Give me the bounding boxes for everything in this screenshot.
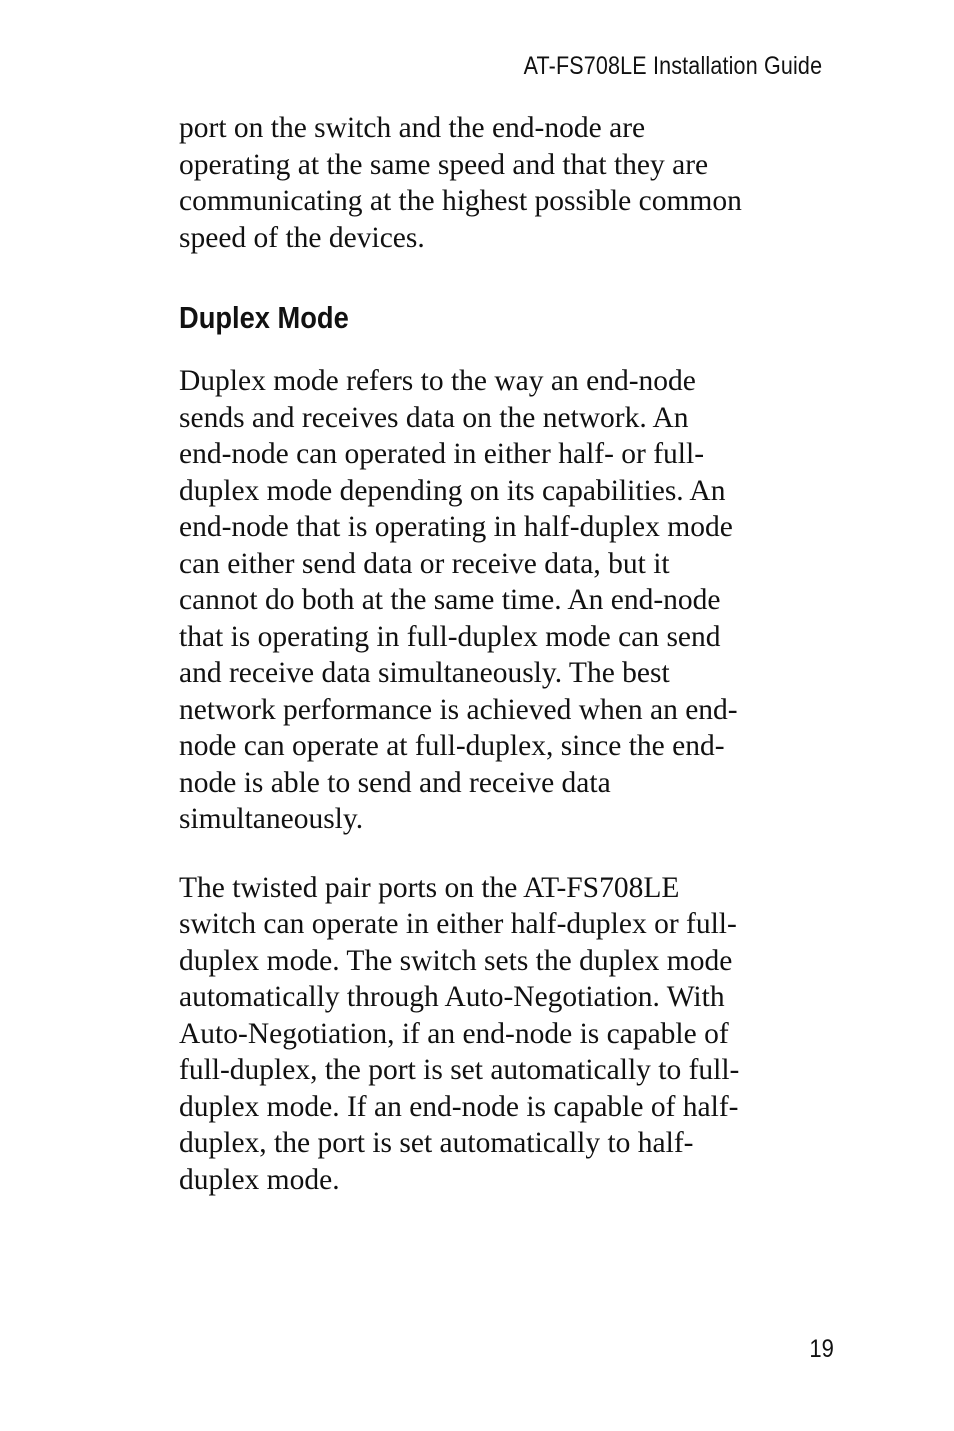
text-line: Auto-Negotiation, if an end-node is capable of [179,1017,729,1050]
text-line: and receive data simultaneously. The best [179,657,670,689]
text-line: network performance is achieved when an end- [179,693,738,726]
text-line: duplex mode depending on its capabilities. An [179,474,726,507]
text-line: cannot do both at the same time. An end-node [179,584,721,616]
text-line: full-duplex, the port is set automatically to full- [179,1054,740,1086]
text-line: node is able to send and receive data [179,766,611,799]
text-line: duplex mode. If an end-node is capable of half- [179,1090,739,1123]
text-line: that is operating in full-duplex mode can send [179,620,721,653]
text-line: operating at the same speed and that they are [179,148,709,181]
duplex-paragraph-1 [179,363,859,838]
text-line: duplex mode. The switch sets the duplex mode [179,944,733,977]
text-line: can either send data or receive data, but it [179,547,670,580]
text-line: end-node that is operating in half-duplex mode [179,511,733,543]
text-line: sends and receives data on the network. An [179,401,689,434]
duplex-paragraph-2 [179,870,859,1199]
running-header: AT-FS708LE Installation Guide [523,52,822,80]
text-line: simultaneously. [179,803,364,835]
text-line: Duplex mode refers to the way an end-node [179,365,696,397]
text-line: speed of the devices. [179,221,425,254]
text-line: switch can operate in either half-duplex or full- [179,908,737,940]
intro-paragraph [179,110,859,256]
text-line: duplex, the port is set automatically to half- [179,1127,694,1159]
text-line: duplex mode. [179,1163,340,1196]
text-line: end-node can operated in either half- or full- [179,438,705,470]
section-heading: Duplex Mode [179,300,349,335]
page-body [179,110,859,1198]
text-line: communicating at the highest possible common [179,185,742,217]
text-line: port on the switch and the end-node are [179,112,646,144]
page-number: 19 [809,1335,834,1363]
text-line: The twisted pair ports on the AT-FS708LE [179,871,680,904]
text-line: node can operate at full-duplex, since the end- [179,730,725,762]
text-line: automatically through Auto-Negotiation. With [179,981,725,1013]
